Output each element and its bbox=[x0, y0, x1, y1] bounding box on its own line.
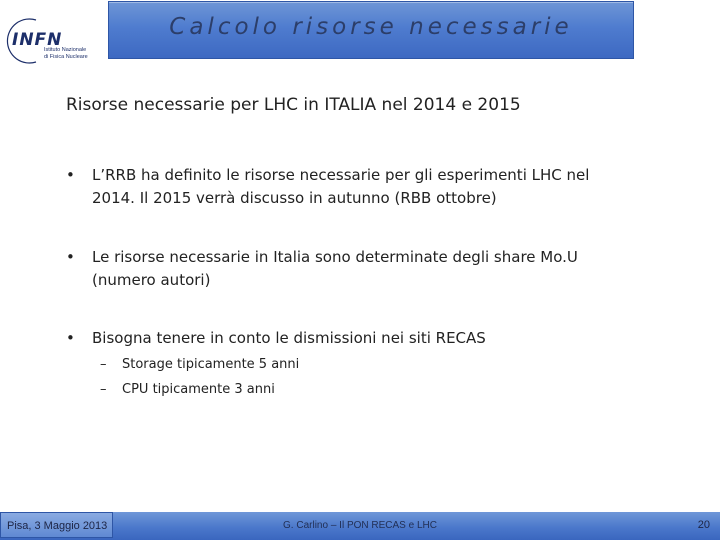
footer-date: Pisa, 3 Maggio 2013 bbox=[0, 512, 113, 538]
sub-bullet-marker: – bbox=[100, 357, 107, 372]
infn-logo-graphic bbox=[6, 10, 96, 70]
bullet-item bbox=[66, 164, 656, 210]
sub-bullet-text: CPU tipicamente 3 anni bbox=[122, 382, 275, 397]
bullet-text-line: Bisogna tenere in conto le dismissioni nei siti RECAS bbox=[92, 329, 486, 347]
slide-title: Calcolo risorse necessarie bbox=[169, 14, 573, 40]
logo-subtitle-line2: di Fisica Nucleare bbox=[44, 53, 88, 60]
bullet-marker: • bbox=[66, 329, 75, 347]
sub-bullet-item bbox=[100, 357, 299, 373]
slide-subtitle: Risorse necessarie per LHC in ITALIA nel 2014 e 2015 bbox=[66, 95, 521, 115]
bullet-text-line: Le risorse necessarie in Italia sono determinate degli share Mo.U bbox=[92, 248, 578, 266]
logo-subtitle bbox=[44, 47, 104, 60]
footer-author-title: G. Carlino – Il PON RECAS e LHC bbox=[283, 520, 437, 531]
bullet-item bbox=[66, 246, 656, 292]
logo-subtitle-line1: Istituto Nazionale bbox=[44, 47, 87, 53]
sub-bullet-text: Storage tipicamente 5 anni bbox=[122, 357, 300, 372]
sub-bullet-item bbox=[100, 382, 275, 398]
title-banner bbox=[108, 1, 634, 59]
sub-bullet-marker: – bbox=[100, 382, 107, 397]
bullet-text-line: 2014. Il 2015 verrà discusso in autunno (RBB ottobre) bbox=[92, 189, 497, 207]
bullet-text-line: L’RRB ha definito le risorse necessarie per gli esperimenti LHC nel bbox=[92, 166, 590, 184]
bullet-text-line: (numero autori) bbox=[92, 271, 211, 289]
bullet-marker: • bbox=[66, 166, 75, 184]
page-number: 20 bbox=[697, 519, 710, 531]
bullet-marker: • bbox=[66, 248, 75, 266]
infn-logo bbox=[6, 10, 96, 70]
logo-wordmark: INFN bbox=[12, 30, 63, 50]
footer-bar bbox=[0, 512, 720, 540]
bullet-item bbox=[66, 327, 656, 350]
